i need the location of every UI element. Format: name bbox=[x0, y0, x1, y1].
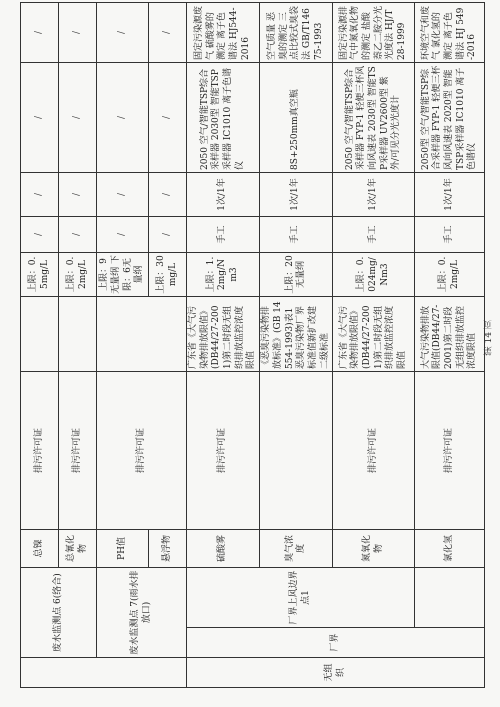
table-row bbox=[97, 2, 149, 687]
cell-method: 手工 bbox=[333, 216, 415, 252]
monitoring-table bbox=[20, 2, 485, 688]
cell-stdmethod: 固定污染源排气中氮氧化物的测定 盐酸萘乙二胺分光光度法 HJ/T 28-1999 bbox=[333, 2, 415, 62]
rotated-table-container bbox=[20, 3, 478, 688]
cell-stdmethod: / bbox=[149, 2, 187, 62]
cell-freq: 1次/1年 bbox=[187, 172, 260, 216]
cell-equip: / bbox=[149, 62, 187, 172]
cell-site: 废水监测点 6(络合) bbox=[21, 568, 97, 658]
cell-stdmethod: / bbox=[59, 2, 97, 62]
cell-item: 硫酸雾 bbox=[187, 530, 260, 568]
cell-freq: 1次/1年 bbox=[415, 172, 485, 216]
cell-permit: 排污许可证 bbox=[415, 371, 485, 529]
page-number: 第 14 页 bbox=[484, 320, 494, 356]
cell-method: 手工 bbox=[187, 216, 260, 252]
cell-site bbox=[415, 568, 485, 628]
cell-std bbox=[21, 296, 59, 371]
cell-item: 臭气浓度 bbox=[260, 530, 333, 568]
cell-equip: / bbox=[59, 62, 97, 172]
cell-stdmethod: / bbox=[97, 2, 149, 62]
cell-std bbox=[97, 296, 187, 371]
cell-permit: 排污许可证 bbox=[97, 371, 187, 529]
cell-category: 无组织 bbox=[187, 658, 485, 688]
cell-method: / bbox=[97, 216, 149, 252]
cell-std: 大气污染物排放限值(DB44/27-2001)第二时段无组织排放监控浓度限值 bbox=[415, 296, 485, 371]
cell-permit: 排污许可证 bbox=[59, 371, 97, 529]
cell-stdmethod: 空气质量 恶臭的测定 三点比较式臭袋法 GB/T14675-1993 bbox=[260, 2, 333, 62]
cell-freq: / bbox=[21, 172, 59, 216]
cell-limit: 上限：0.2mg/L bbox=[59, 252, 97, 296]
cell-method: 手工 bbox=[415, 216, 485, 252]
cell-freq: 1次/1年 bbox=[260, 172, 333, 216]
cell-method: / bbox=[21, 216, 59, 252]
table-row bbox=[187, 2, 260, 687]
cell-std: 《恶臭污染物排放标准》(GB 14554-1993)表1恶臭污染物厂界标准值新扩改建二级标准 bbox=[260, 296, 333, 371]
cell-permit: 排污许可证 bbox=[187, 371, 260, 529]
cell-freq: 1次/1年 bbox=[333, 172, 415, 216]
cell-std bbox=[59, 296, 97, 371]
cell-freq: / bbox=[97, 172, 149, 216]
cell-site: 废水监测点 7(雨水排放口) bbox=[97, 568, 187, 658]
cell-limit: 上限：0.024mg/Nm3 bbox=[333, 252, 415, 296]
cell-std: 广东省《大气污染物排放限值》(DB44/27-2001)第二时段无组织排放监控浓度限值 bbox=[333, 296, 415, 371]
cell-stdmethod: 固定污染源废气 硫酸雾的测定 离子色谱法 HJ544-2016 bbox=[187, 2, 260, 62]
cell-method: / bbox=[149, 216, 187, 252]
cell-equip: 8S+250mm真空瓶 bbox=[260, 62, 333, 172]
cell-equip: / bbox=[21, 62, 59, 172]
cell-method: 手工 bbox=[260, 216, 333, 252]
cell-limit: 上限：30mg/L bbox=[149, 252, 187, 296]
cell-equip: 2050 空气/智能TSP综合采样器 FYP-1 轻便三杯风向风速表 2030型 智能TSP采样器 UV2600型 紫外/可见分光光度计 bbox=[333, 62, 415, 172]
cell-limit: 上限：0.5mg/L bbox=[21, 252, 59, 296]
cell-item: 氮氧化物 bbox=[333, 530, 415, 568]
table-row bbox=[415, 2, 485, 687]
cell-permit bbox=[260, 371, 333, 529]
table-row bbox=[21, 2, 59, 687]
cell-equip: 2050 空气/智能TSP综合采样器 2030型 智能TSP采样器 IC1010 离子色谱仪 bbox=[187, 62, 260, 172]
cell-item: 总氰化物 bbox=[59, 530, 97, 568]
cell-site: 厂界上风边界点1 bbox=[187, 568, 415, 628]
cell-stdmethod: / bbox=[21, 2, 59, 62]
cell-std: 广东省《大气污染物排放限值》(DB44/27-2001)第二时段无组织排放监控浓度限值 bbox=[187, 296, 260, 371]
cell-stdmethod: 环境空气和废气 氯化氢的测定 离子色谱法 HJ 549-2016 bbox=[415, 2, 485, 62]
cell-item: 悬浮物 bbox=[149, 530, 187, 568]
cell-item: 总镍 bbox=[21, 530, 59, 568]
cell-equip: 2050型 空气/智能TSP综合采样器 FYP-1 轻便三杯风向风速表 2020型 智能TSP采样器 IC1010 离子色谱仪 bbox=[415, 62, 485, 172]
cell-limit: 上限：9无量纲 下限：6无量纲 bbox=[97, 252, 149, 296]
cell-equip: / bbox=[97, 62, 149, 172]
cell-item: 氯化氢 bbox=[415, 530, 485, 568]
cell-permit: 排污许可证 bbox=[21, 371, 59, 529]
cell-limit: 上限：20无量纲 bbox=[260, 252, 333, 296]
cell-limit: 上限：0.2mg/L bbox=[415, 252, 485, 296]
cell-permit: 排污许可证 bbox=[333, 371, 415, 529]
cell-freq: / bbox=[149, 172, 187, 216]
cell-zone: 厂界 bbox=[187, 628, 485, 658]
cell-method: / bbox=[59, 216, 97, 252]
cell-category bbox=[21, 658, 187, 688]
cell-freq: / bbox=[59, 172, 97, 216]
cell-item: PH值 bbox=[97, 530, 149, 568]
cell-limit: 上限：1.2mg/Nm3 bbox=[187, 252, 260, 296]
